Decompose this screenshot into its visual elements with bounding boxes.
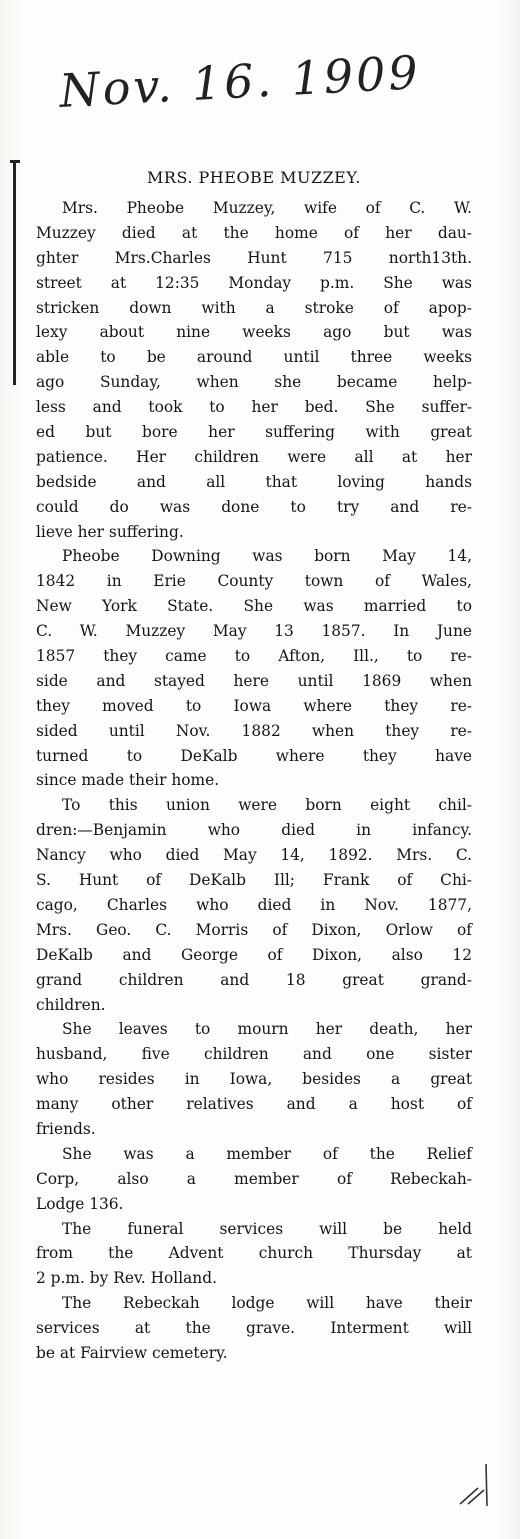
paragraph-line: Muzzey died at the home of her dau-	[36, 223, 472, 242]
paragraph-line: they moved to Iowa where they re-	[36, 696, 472, 715]
margin-rule-mark	[13, 160, 16, 385]
paragraph-line: Corp, also a member of Rebeckah-	[36, 1169, 472, 1188]
paragraph-line: turned to DeKalb where they have	[36, 746, 472, 765]
paragraph-line: bedside and all that loving hands	[36, 472, 472, 491]
paragraph-line: To this union were born eight chil-	[62, 796, 472, 815]
paragraph-line: She was a member of the Relief	[62, 1144, 472, 1163]
paragraph-line: who resides in Iowa, besides a great	[36, 1070, 472, 1089]
paragraph-line: side and stayed here until 1869 when	[36, 671, 472, 690]
paragraph-line: Mrs. Geo. C. Morris of Dixon, Orlow of	[36, 920, 472, 939]
paragraph-line: She leaves to mourn her death, her	[62, 1020, 472, 1039]
paragraph-line: lieve her suffering.	[36, 522, 184, 541]
paragraph-line: New York State. She was married to	[36, 597, 472, 616]
paragraph-line: husband, five children and one sister	[36, 1045, 472, 1064]
paragraph-line: 1857 they came to Afton, Ill., to re-	[36, 647, 472, 666]
paragraph-line: 2 p.m. by Rev. Holland.	[36, 1269, 217, 1288]
paragraph-line: services at the grave. Interment will	[36, 1319, 472, 1338]
paragraph-line: Lodge 136.	[36, 1194, 124, 1213]
paragraph-line: dren:—Benjamin who died in infancy.	[36, 821, 472, 840]
paragraph-line: C. W. Muzzey May 13 1857. In June	[36, 622, 472, 641]
paragraph-line: cago, Charles who died in Nov. 1877,	[36, 895, 472, 914]
paragraph-line: The funeral services will be held	[62, 1219, 472, 1238]
article-paragraph	[36, 544, 472, 793]
article-headline: MRS. PHEOBE MUZZEY.	[147, 168, 361, 187]
paragraph-line: children.	[36, 995, 106, 1014]
paragraph-line: stricken down with a stroke of apop-	[36, 298, 472, 317]
paragraph-line: patience. Her children were all at her	[36, 447, 472, 466]
article-paragraph	[36, 1217, 472, 1292]
paragraph-line: sided until Nov. 1882 when they re-	[36, 721, 472, 740]
paragraph-line: Nancy who died May 14, 1892. Mrs. C.	[36, 846, 472, 865]
obituary-article	[36, 168, 472, 1366]
paragraph-line: 1842 in Erie County town of Wales,	[36, 572, 472, 591]
article-paragraph	[36, 1291, 472, 1366]
paragraph-line: DeKalb and George of Dixon, also 12	[36, 945, 472, 964]
article-body	[36, 196, 472, 1366]
paragraph-line: S. Hunt of DeKalb Ill; Frank of Chi-	[36, 871, 472, 890]
paragraph-line: able to be around until three weeks	[36, 348, 472, 367]
paragraph-line: be at Fairview cemetery.	[36, 1343, 228, 1362]
paragraph-line: The Rebeckah lodge will have their	[62, 1294, 472, 1313]
paragraph-line: Mrs. Pheobe Muzzey, wife of C. W.	[62, 199, 472, 217]
paragraph-line: grand children and 18 great grand-	[36, 970, 472, 989]
article-paragraph	[36, 196, 472, 544]
paragraph-line: ago Sunday, when she became help-	[36, 373, 472, 392]
paragraph-line: less and took to her bed. She suffer-	[36, 398, 472, 417]
paragraph-line: Pheobe Downing was born May 14,	[62, 547, 472, 566]
paragraph-line: could do was done to try and re-	[36, 497, 472, 516]
paragraph-line: street at 12:35 Monday p.m. She was	[36, 273, 472, 292]
handwritten-date: Nov. 16. 1909	[58, 45, 422, 118]
paragraph-line: from the Advent church Thursday at	[36, 1244, 472, 1263]
article-paragraph	[36, 793, 472, 1017]
paragraph-line: many other relatives and a host of	[36, 1095, 472, 1114]
paragraph-line: ghter Mrs.Charles Hunt 715 north13th.	[36, 248, 472, 267]
paragraph-line: friends.	[36, 1119, 96, 1138]
paragraph-line: ed but bore her suffering with great	[36, 423, 472, 442]
article-paragraph	[36, 1017, 472, 1141]
article-paragraph	[36, 1142, 472, 1217]
paragraph-line: since made their home.	[36, 771, 220, 790]
corner-pen-mark	[456, 1460, 496, 1510]
paragraph-line: lexy about nine weeks ago but was	[36, 323, 472, 342]
